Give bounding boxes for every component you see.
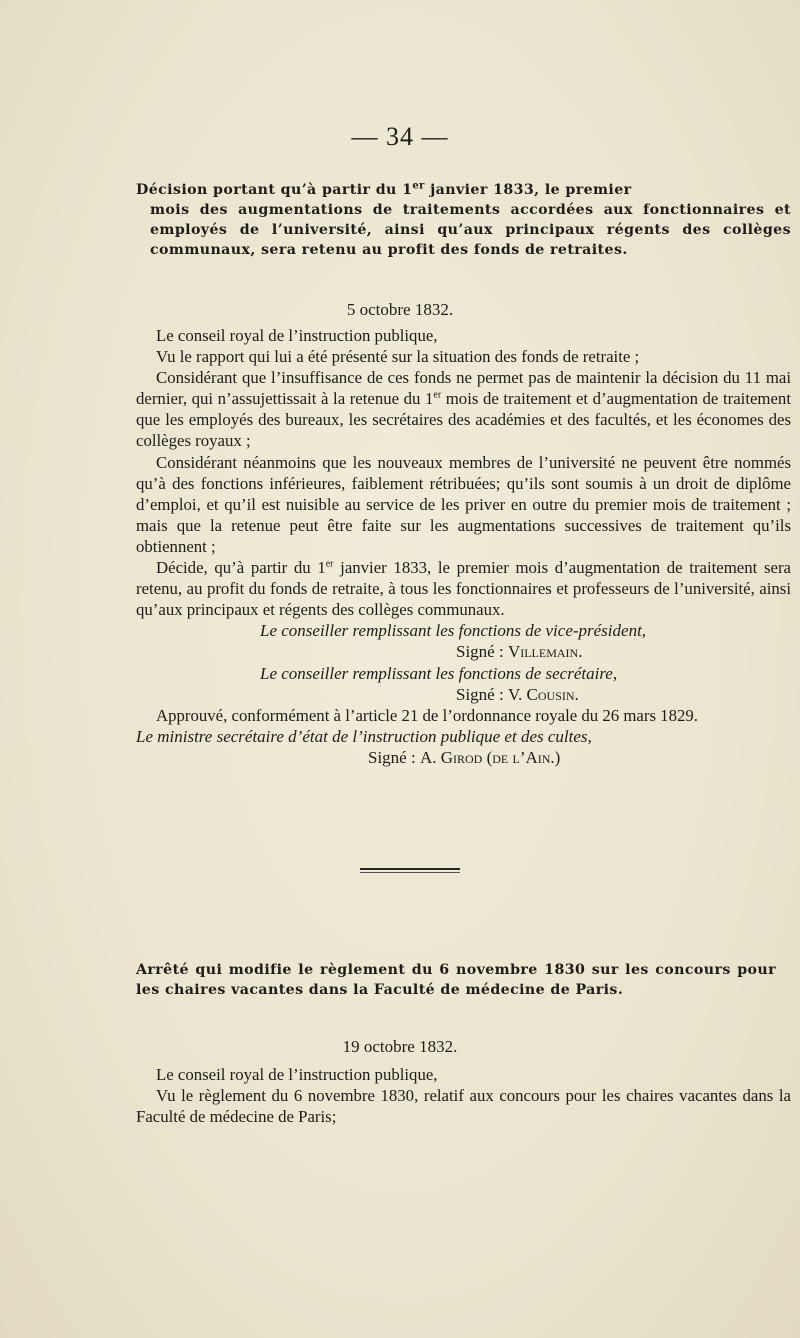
decision-paragraph: Considérant que l’insuffisance de ces fonds ne permet pas de maintenir la décision du 11 mai dernier, qui n’assujettissait à la retenue du 1er mois de traitement et d’augmentation de traitement que les employés des bureaux, les secrétaires des académies et des facultés, et les économes des collèges royaux ; — [136, 368, 791, 451]
decision-paragraph: Vu le rapport qui lui a été présenté sur la situation des fonds de retraite ; — [156, 347, 640, 367]
signature-role: Le conseiller remplissant les fonctions de vice-président, — [260, 621, 647, 641]
decision-heading-rest: mois des augmentations de traitements accordées aux fonctionnaires et employés de l’université, ainsi qu’aux principaux régents des collèges communaux, sera retenu au profit des fonds de retraites. — [150, 202, 791, 258]
section-divider — [360, 868, 460, 870]
decision-body — [136, 325, 791, 768]
decision-heading — [136, 180, 791, 260]
signature-role: Le conseiller remplissant les fonctions de secrétaire, — [260, 663, 618, 683]
signature-role: Le ministre secrétaire d’état de l’instruction publique et des cultes, — [136, 726, 592, 746]
signature-line: Signé : A. Girod (de l’Ain.) — [368, 747, 561, 767]
arrete-heading: Arrêté qui modifie le règlement du 6 novembre 1830 sur les concours pour les chaires vacantes dans la Faculté de médecine de Paris. — [136, 962, 776, 998]
decision-paragraph: Le conseil royal de l’instruction publique, — [156, 326, 438, 345]
signature-line: Signé : V. Cousin. — [456, 684, 579, 704]
decision-paragraph: Décide, qu’à partir du 1er janvier 1833, le premier mois d’augmentation de traitement sera retenu, au profit du fonds de retraite, à tous les fonctionnaires et professeurs de l’université, ainsi qu’aux principaux et régents des collèges communaux. — [136, 558, 791, 620]
decision-heading-line1: Décision portant qu’à partir du 1er janvier 1833, le premier — [136, 180, 632, 198]
decision-date: 5 octobre 1832. — [346, 300, 454, 319]
decision-paragraph: Considérant néanmoins que les nouveaux membres de l’université ne peuvent être nommés qu’à des fonctions inférieures, faiblement rétribuées; qu’ils sont soumis à un droit de diplôme d’emploi, et qu’il est nuisible au service de les priver en outre du premier mois de traitement ; mais que la retenue peut être faite sur les augmentations successives de traitement qu’ils obtiennent ; — [136, 452, 791, 556]
arrete-paragraph: Le conseil royal de l’instruction publique, — [156, 1065, 438, 1084]
arrete-body — [136, 1064, 791, 1127]
arrete-date: 19 octobre 1832. — [342, 1037, 458, 1056]
arrete-paragraph: Vu le règlement du 6 novembre 1830, relatif aux concours pour les chaires vacantes dans la Faculté de médecine de Paris; — [136, 1086, 791, 1127]
approval-paragraph: Approuvé, conformément à l’article 21 de l’ordonnance royale du 26 mars 1829. — [156, 705, 698, 725]
signature-line: Signé : Villemain. — [456, 642, 583, 662]
page-number: — 34 — — [351, 122, 449, 151]
